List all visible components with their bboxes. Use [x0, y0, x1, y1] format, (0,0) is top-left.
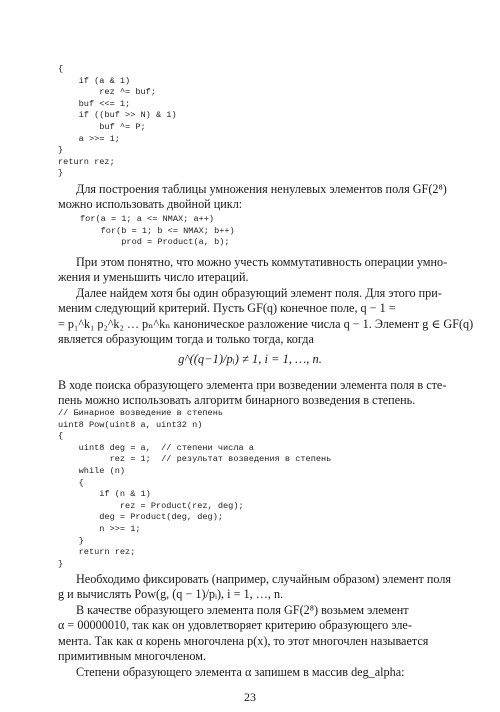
code-block-product-end: { if (a & 1) rez ^= buf; buf <<= 1; if ((buf >> N) & 1) buf ^= P; a >>= 1; } return rez; }	[58, 64, 177, 179]
paragraph-multiplication-table: Для построения таблицы умножения ненулевых элементов поля GF(2⁸) можно использовать двойной цикл:	[58, 182, 447, 212]
paragraph-generator-criterion: Далее найдем хотя бы один образующий элемент поля. Для этого при- меним следующий критерий. Пусть GF(q) конечное поле, q − 1 = = p₁^k₁ p₂^k₂ … pₙ^kₙ каноническое разложение числа q − 1. Элемент g ∈ GF(q) является образующим тогда и только тогда, когда	[58, 286, 474, 347]
code-block-double-loop: for(a = 1; a <= NMAX; a++) for(b = 1; b <= NMAX; b++) prod = Product(a, b);	[80, 214, 235, 248]
paragraph-deg-alpha: Степени образующего элемента α запишем в массив deg_alpha:	[76, 665, 405, 679]
formula-generator-condition: g^((q−1)/pᵢ) ≠ 1, i = 1, …, n.	[178, 352, 322, 366]
code-block-pow-function: // Бинарное возведение в степень uint8 Pow(uint8 a, uint32 n) { uint8 deg = a, // степени числа a rez = 1; // результат возведения в степень while (n) { if (n & 1) rez = Product(rez, deg); deg = Product(deg, deg); n >>= 1; } return rez; }	[58, 408, 332, 569]
paragraph-primitive-element: В качестве образующего элемента поля GF(2⁸) возьмем элемент α = 00000010, так как он удовлетворяет критерию образующего эле- мента. Так как α корень многочлена p(x), то этот многочлен называется примитивным многочленом.	[58, 603, 429, 664]
paragraph-commutativity: При этом понятно, что можно учесть коммутативность операции умно- жения и уменьшить число итераций.	[58, 255, 448, 285]
paragraph-binary-exponentiation: В ходе поиска образующего элемента при возведении элемента поля в сте- пень можно использовать алгоритм бинарного возведения в степень.	[58, 378, 447, 408]
paragraph-fix-element: Необходимо фиксировать (например, случайным образом) элемент поля g и вычислять Pow(g, (q − 1)/pᵢ), i = 1, …, n.	[58, 572, 452, 602]
page-number: 23	[244, 690, 256, 704]
